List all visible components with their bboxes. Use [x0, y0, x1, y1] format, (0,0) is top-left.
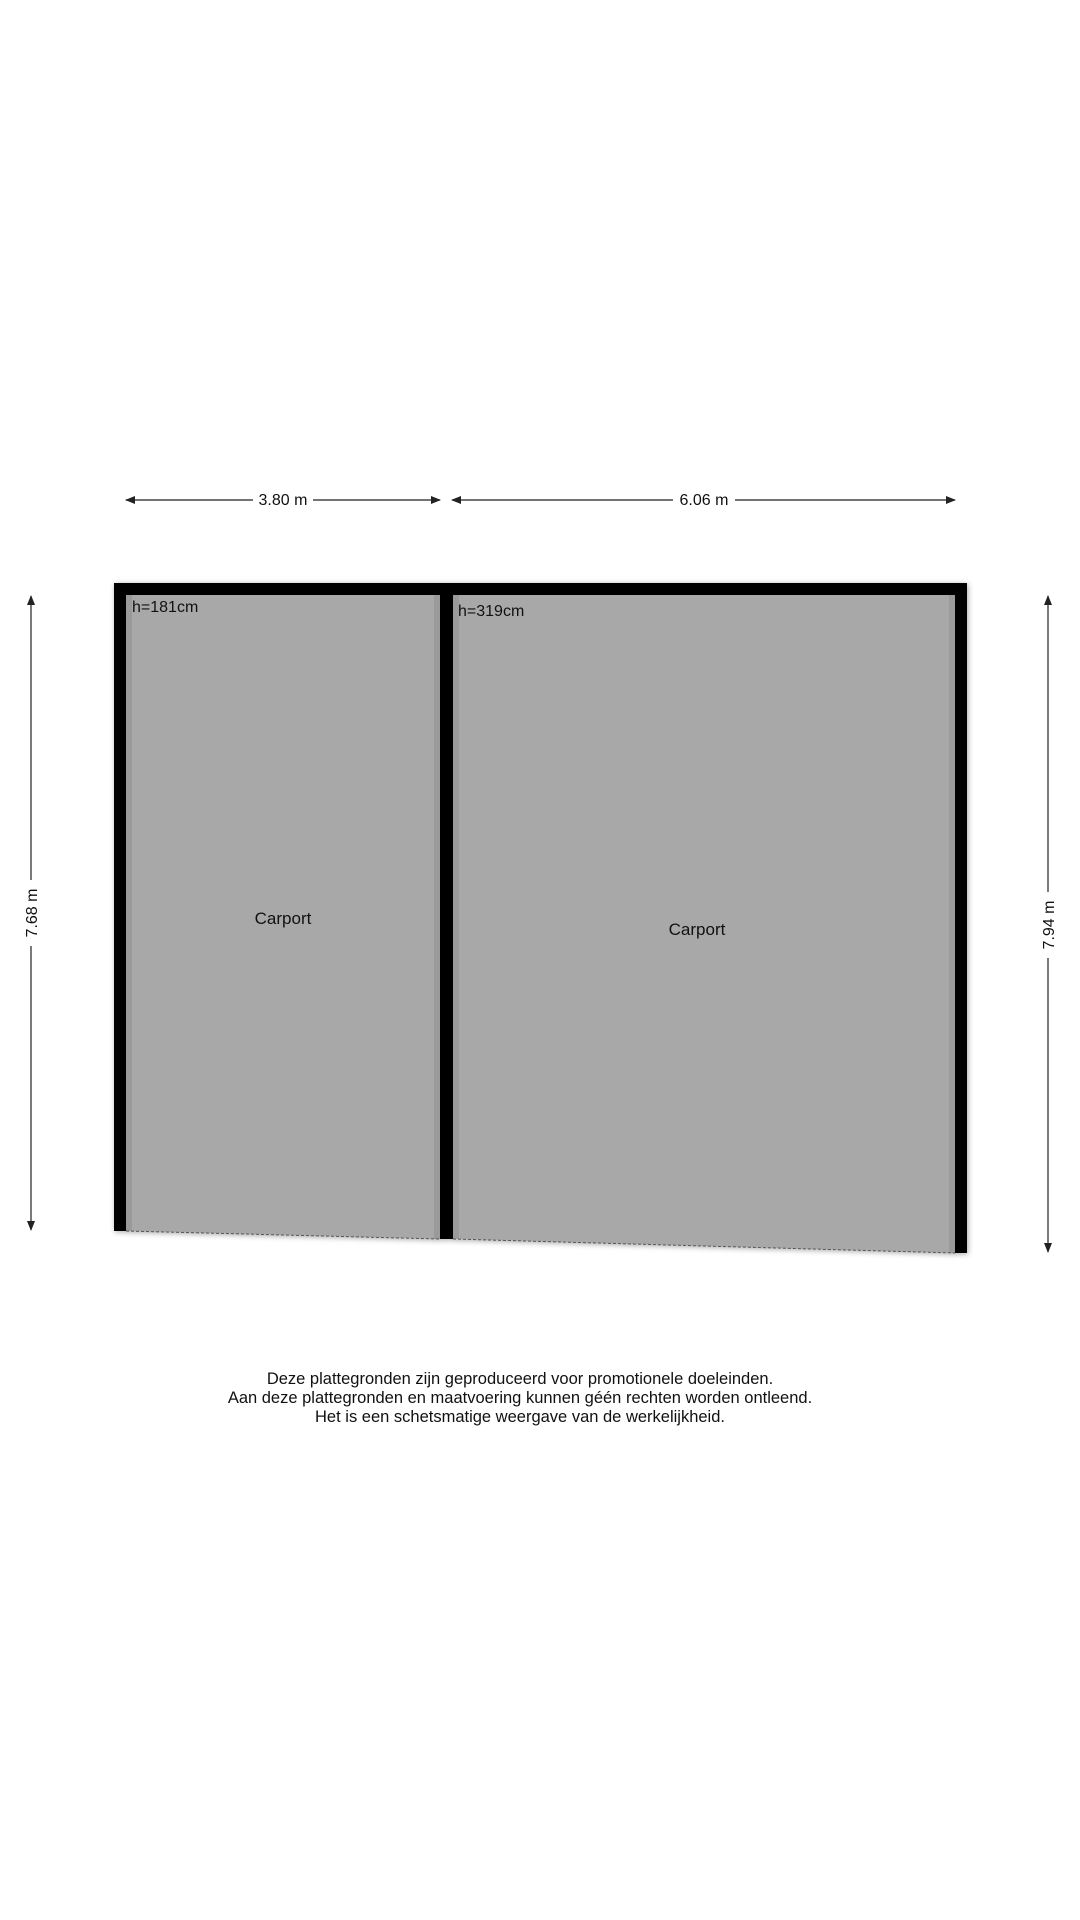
floor-shade: [434, 595, 440, 1239]
room-height-label: h=319cm: [458, 603, 525, 620]
disclaimer-line: Het is een schetsmatige weergave van de werkelijkheid.: [315, 1408, 725, 1426]
dimension-label: 7.68 m: [24, 888, 41, 938]
dimension-top-right: [452, 492, 955, 509]
disclaimer: [0, 1370, 1040, 1427]
wall-left: [114, 583, 126, 1231]
floor-shade: [453, 595, 459, 1239]
floor-shade: [126, 595, 132, 1231]
wall-right: [955, 583, 967, 1253]
building-outline: [114, 583, 967, 1253]
wall-top: [114, 583, 967, 595]
dimension-right: [1041, 596, 1058, 1252]
dimension-label: 3.80 m: [258, 492, 308, 509]
floor-shade: [949, 595, 955, 1253]
dimension-top-left: [126, 492, 440, 509]
dimension-label: 7.94 m: [1041, 900, 1058, 950]
dimension-left: [24, 596, 41, 1230]
wall-middle: [440, 583, 453, 1239]
room-height-label: h=181cm: [132, 599, 199, 616]
disclaimer-line: Deze plattegronden zijn geproduceerd voor promotionele doeleinden.: [266, 1370, 774, 1388]
dimension-label: 6.06 m: [679, 492, 729, 509]
disclaimer-line: Aan deze plattegronden en maatvoering kunnen géén rechten worden ontleend.: [227, 1389, 813, 1407]
room-name-label: Carport: [668, 920, 726, 939]
room-name-label: Carport: [254, 909, 312, 928]
